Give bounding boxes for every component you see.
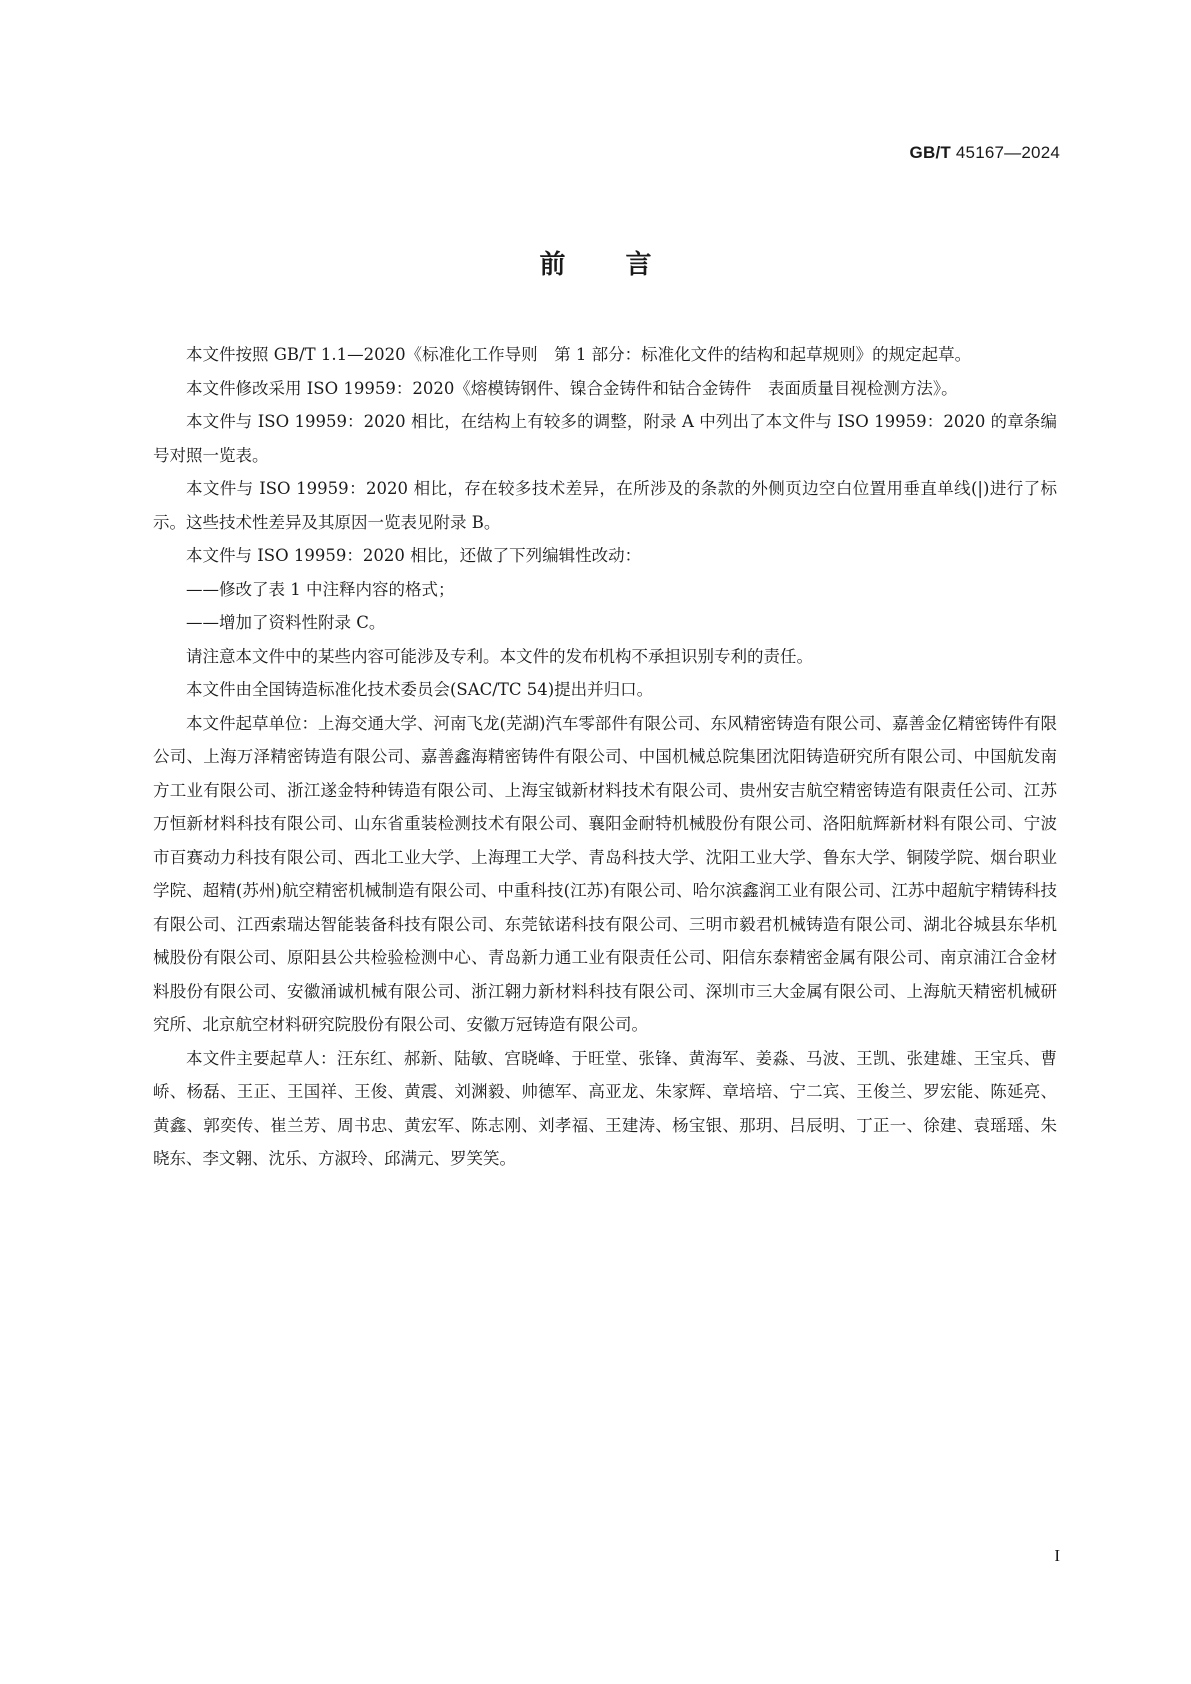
paragraph-patent-notice: 请注意本文件中的某些内容可能涉及专利。本文件的发布机构不承担识别专利的责任。 [186,646,813,666]
standard-code-number: 45167—2024 [955,143,1060,162]
page-number: I [1054,1546,1060,1565]
list-item-edit-1: ——修改了表 1 中注释内容的格式； [186,579,455,599]
paragraph-drafters: 本文件主要起草人：汪东红、郝新、陆敏、宫晓峰、于旺堂、张锋、黄海军、姜淼、马波、王凯、张建雄、王宝兵、曹峤、杨磊、王正、王国祥、王俊、黄震、刘渊毅、帅德军、高亚龙、朱家辉、章培培、宁二宾、王俊兰、罗宏能、陈延亮、黄鑫、郭奕传、崔兰芳、周书忠、黄宏军、陈志刚、刘孝福、王建涛、杨宝银、那玥、吕辰明、丁正一、徐建、袁瑶瑶、朱晓东、李文翱、沈乐、方淑玲、邱满元、罗笑笑。 [153,1048,1057,1168]
paragraph-committee: 本文件由全国铸造标准化技术委员会(SAC/TC 54)提出并归口。 [186,680,654,699]
standard-code-prefix: GB/T [909,143,951,162]
page-title: 前言 [539,250,712,280]
foreword-body [153,338,1057,1176]
standard-code [910,143,1060,163]
paragraph-drafting-organizations: 本文件起草单位：上海交通大学、河南飞龙(芜湖)汽车零部件有限公司、东风精密铸造有限公司、嘉善金亿精密铸件有限公司、上海万泽精密铸造有限公司、嘉善鑫海精密铸件有限公司、中国机械总院集团沈阳铸造研究所有限公司、中国航发南方工业有限公司、浙江遂金特种铸造有限公司、上海宝钺新材料技术有限公司、贵州安吉航空精密铸造有限责任公司、江苏万恒新材料科技有限公司、山东省重装检测技术有限公司、襄阳金耐特机械股份有限公司、洛阳航辉新材料有限公司、宁波市百赛动力科技有限公司、西北工业大学、上海理工大学、青岛科技大学、沈阳工业大学、鲁东大学、铜陵学院、烟台职业学院、超精(苏州)航空精密机械制造有限公司、中重科技(江苏)有限公司、哈尔滨鑫润工业有限公司、江苏中超航宇精铸科技有限公司、江西索瑞达智能装备科技有限公司、东莞铱诺科技有限公司、三明市毅君机械铸造有限公司、湖北谷城县东华机械股份有限公司、原阳县公共检验检测中心、青岛新力通工业有限责任公司、阳信东泰精密金属有限公司、南京浦江合金材料股份有限公司、安徽涌诚机械有限公司、浙江翱力新材料科技有限公司、深圳市三大金属有限公司、上海航天精密机械研究所、北京航空材料研究院股份有限公司、安徽万冠铸造有限公司。 [153,713,1057,1034]
paragraph-editorial-changes: 本文件与 ISO 19959：2020 相比，还做了下列编辑性改动： [186,546,642,565]
list-item-edit-2: ——增加了资料性附录 C。 [186,613,386,632]
paragraph-drafting-rules: 本文件按照 GB/T 1.1—2020《标准化工作导则 第 1 部分：标准化文件的结构和起草规则》的规定起草。 [186,345,972,364]
paragraph-technical-differences: 本文件与 ISO 19959：2020 相比，存在较多技术差异，在所涉及的条款的外侧页边空白位置用垂直单线(|)进行了标示。这些技术性差异及其原因一览表见附录 B。 [153,479,1057,532]
paragraph-adoption: 本文件修改采用 ISO 19959：2020《熔模铸钢件、镍合金铸件和钴合金铸件 表面质量目视检测方法》。 [186,378,958,398]
paragraph-structure-changes: 本文件与 ISO 19959：2020 相比，在结构上有较多的调整，附录 A 中列出了本文件与 ISO 19959：2020 的章条编号对照一览表。 [153,412,1057,465]
